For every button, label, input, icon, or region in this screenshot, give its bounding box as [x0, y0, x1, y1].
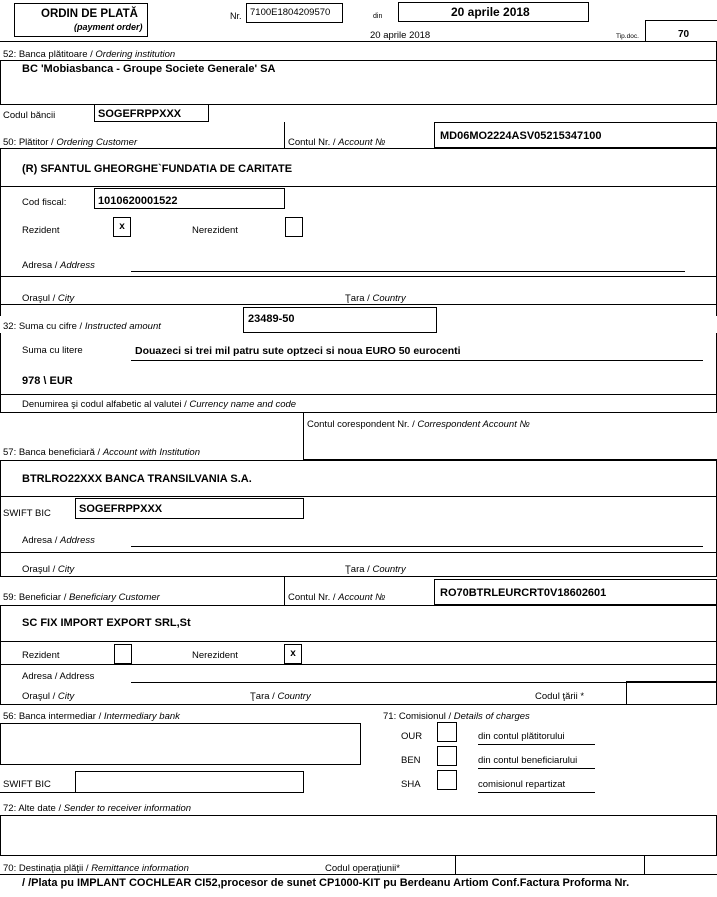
amount-words-label: Suma cu litere	[22, 345, 83, 356]
beneficiary-bank-label: 57: Banca beneficiară / Account with Institution	[3, 447, 200, 458]
beneficiary-resident-checkbox[interactable]	[114, 644, 132, 664]
beneficiary-name: SC FIX IMPORT EXPORT SRL,St	[22, 617, 191, 629]
intermediary-swift-field[interactable]	[75, 771, 304, 793]
charge-sha-desc: comisionul repartizat	[478, 779, 566, 790]
charge-our-checkbox[interactable]	[437, 722, 457, 742]
bank-city-label: Oraşul / City	[22, 564, 75, 575]
country-code-label: Codul ţării *	[535, 691, 585, 702]
payer-nonresident-checkbox[interactable]	[285, 217, 303, 237]
payer-account-value: MD06MO2224ASV05215347100	[440, 130, 602, 142]
payer-address-label: Adresa / Address	[22, 260, 95, 271]
charge-sha-checkbox[interactable]	[437, 770, 457, 790]
charge-ben-checkbox[interactable]	[437, 746, 457, 766]
date-value: 20 aprile 2018	[451, 5, 530, 19]
form-subtitle: (payment order)	[74, 22, 143, 32]
beneficiary-nonresident-label: Nerezident	[192, 650, 238, 661]
beneficiary-swift-label: SWIFT BIC	[3, 508, 51, 519]
intermediary-label: 56: Banca intermediar / Intermediary bank	[3, 711, 180, 722]
intermediary-swift-label: SWIFT BIC	[3, 779, 51, 790]
ordering-customer-label: 50: Plătitor / Ordering Customer	[3, 137, 138, 148]
bank-address-label: Adresa / Address	[22, 535, 95, 546]
nr-value: 7100E1804209570	[250, 7, 331, 18]
beneficiary-nonresident-checkbox[interactable]: x	[284, 644, 302, 664]
remittance-value: / /Plata pu IMPLANT COCHLEAR CI52,procesor de sunet CP1000-KIT pu Berdeanu Artiom Conf.Factura Proforma Nr.	[22, 877, 630, 889]
charge-ben-desc: din contul beneficiarului	[478, 755, 578, 766]
bank-code-label: Codul băncii	[3, 110, 56, 121]
fiscal-code-label: Cod fiscal:	[22, 197, 67, 208]
operation-code-field[interactable]	[455, 855, 645, 875]
ordering-institution-value: BC 'Mobiasbanca - Groupe Societe Generale' SA	[22, 63, 276, 75]
payer-resident-label: Rezident	[22, 225, 60, 236]
charge-our-label: OUR	[401, 731, 423, 742]
charges-label: 71: Comisionul / Details of charges	[383, 711, 530, 722]
beneficiary-address-label: Adresa / Address	[22, 671, 95, 682]
din-label: din	[373, 13, 383, 20]
nr-label: Nr.	[230, 11, 242, 21]
payer-resident-checkbox[interactable]: x	[113, 217, 131, 237]
operation-code-label: Codul operaţiunii*	[325, 863, 400, 874]
bank-address-line[interactable]	[131, 546, 703, 547]
intermediary-field[interactable]	[0, 723, 361, 765]
currency-label: Denumirea şi codul alfabetic al valutei / Currency name and code	[22, 399, 297, 410]
form-title: ORDIN DE PLATĂ	[41, 8, 138, 20]
payer-country-label: Ţara / Country	[345, 293, 406, 304]
amount-label: 32: Suma cu cifre / Instructed amount	[3, 321, 161, 332]
beneficiary-swift-value: SOGEFRPPXXX	[79, 503, 163, 515]
tipdoc-label: Tip.doc.	[616, 33, 639, 40]
payer-account-label: Contul Nr. / Account №	[288, 137, 386, 148]
charge-our-desc: din contul plătitorului	[478, 731, 565, 742]
currency-value: 978 \ EUR	[22, 375, 73, 387]
payer-nonresident-label: Nerezident	[192, 225, 238, 236]
amount-words: Douazeci si trei mil patru sute optzeci si noua EURO 50 eurocenti	[135, 345, 461, 357]
payer-city-label: Oraşul / City	[22, 293, 75, 304]
amount-value: 23489-50	[248, 313, 295, 325]
beneficiary-bank-value: BTRLRO22XXX BANCA TRANSILVANIA S.A.	[22, 473, 252, 485]
date-small: 20 aprile 2018	[370, 30, 431, 41]
payer-address-line[interactable]	[131, 271, 685, 272]
beneficiary-city-label: Oraşul / City	[22, 691, 75, 702]
remittance-label: 70: Destinaţia plăţii / Remittance information	[3, 863, 189, 874]
bank-code-value: SOGEFRPPXXX	[98, 108, 182, 120]
other-info-label: 72: Alte date / Sender to receiver information	[3, 803, 192, 814]
beneficiary-label: 59: Beneficiar / Beneficiary Customer	[3, 592, 160, 603]
bank-country-label: Ţara / Country	[345, 564, 406, 575]
tipdoc-value: 70	[678, 29, 690, 40]
charge-sha-label: SHA	[401, 779, 421, 790]
beneficiary-resident-label: Rezident	[22, 650, 60, 661]
payer-name: (R) SFANTUL GHEORGHE`FUNDATIA DE CARITATE	[22, 163, 293, 175]
correspondent-account-label: Contul corespondent Nr. / Correspondent Account №	[307, 419, 530, 430]
fiscal-code-value: 1010620001522	[98, 195, 178, 207]
charge-ben-label: BEN	[401, 755, 421, 766]
beneficiary-country-label: Ţara / Country	[250, 691, 311, 702]
country-code-field[interactable]	[626, 681, 717, 705]
other-info-field[interactable]	[0, 815, 717, 856]
beneficiary-account-value: RO70BTRLEURCRT0V18602601	[440, 587, 607, 599]
beneficiary-account-label: Contul Nr. / Account №	[288, 592, 386, 603]
ordering-institution-label: 52: Banca plătitoare / Ordering institution	[3, 49, 176, 60]
